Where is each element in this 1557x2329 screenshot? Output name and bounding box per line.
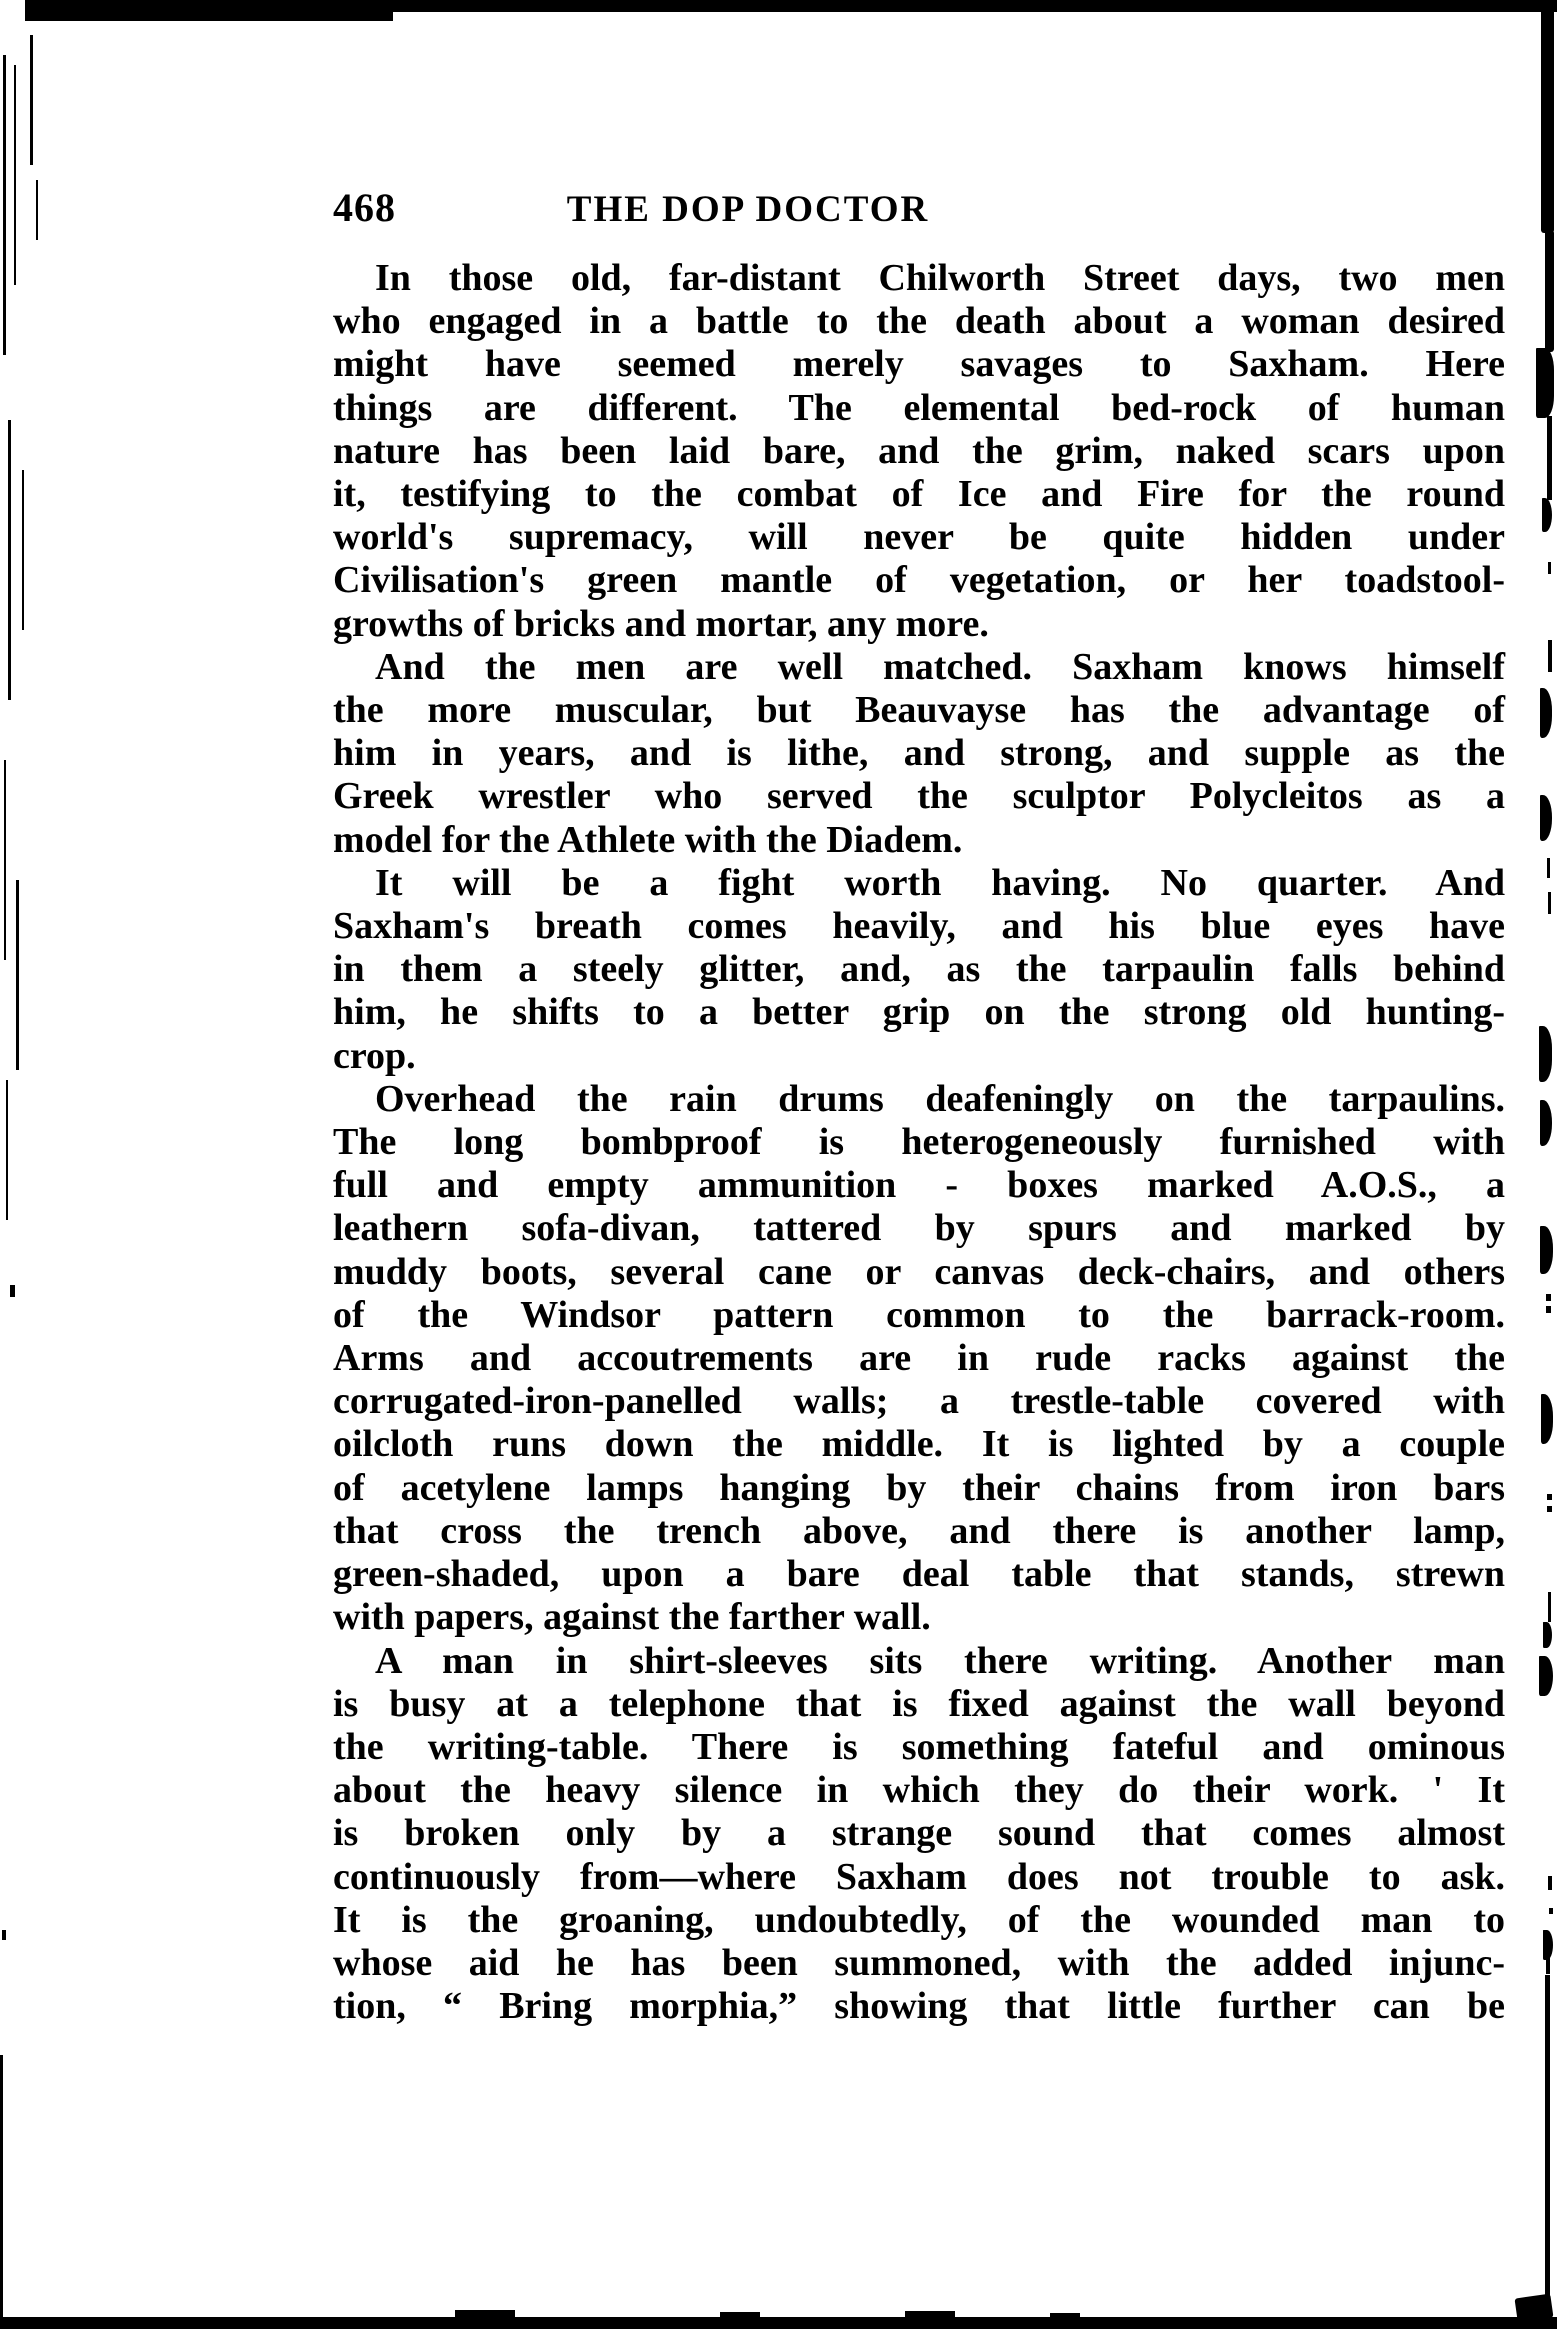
- text-line: And the men are well matched. Saxham knows himself: [375, 645, 1505, 688]
- scan-artifact-dash: [1547, 858, 1550, 878]
- scan-artifact-left-line: [16, 880, 19, 1070]
- scan-artifact-colon: [1547, 1494, 1552, 1500]
- running-title: THE DOP DOCTOR: [566, 189, 930, 230]
- text-line: full and empty ammunition - boxes marked A.O.S., a: [333, 1164, 1505, 1207]
- scan-artifact-bracket-blob: [1540, 1226, 1553, 1274]
- scan-artifact-curl: [1543, 1930, 1553, 1960]
- text-line: Civilisation's green mantle of vegetation, or her toadstool-: [333, 559, 1505, 602]
- scan-artifact-bottom-bump: [455, 2310, 515, 2318]
- scan-artifact-right-strip: [1547, 416, 1552, 500]
- scan-artifact-dots: [1546, 1294, 1551, 1301]
- text-line: It will be a fight worth having. No quarter. And: [375, 861, 1505, 904]
- text-line: muddy boots, several cane or canvas deck-chairs, and others: [333, 1250, 1505, 1293]
- scan-artifact-left-line: [6, 1080, 8, 1220]
- paragraph: [333, 1640, 1505, 2029]
- scan-artifact-left-line: [22, 470, 24, 630]
- text-line: Greek wrestler who served the sculptor Polycleitos as a: [333, 775, 1505, 818]
- text-line: The long bombproof is heterogeneously furnished with: [333, 1121, 1505, 1164]
- text-line: might have seemed merely savages to Saxham. Here: [333, 343, 1505, 386]
- scan-artifact-left-tick: [2, 1930, 6, 1940]
- text-line: In those old, far-distant Chilworth Street days, two men: [375, 257, 1505, 299]
- text-line: the more muscular, but Beauvayse has the advantage of: [333, 689, 1505, 732]
- scan-artifact-bottom-bump: [1050, 2313, 1080, 2318]
- scan-artifact-curl: [1543, 1622, 1552, 1648]
- text-line: model for the Athlete with the Diadem.: [333, 818, 963, 861]
- scan-artifact-comma-blob: [1542, 498, 1552, 532]
- scan-artifact-left-line: [30, 35, 33, 165]
- scan-artifact-bracket-blob: [1541, 1394, 1553, 1444]
- text-line: who engaged in a battle to the death about a woman desired: [333, 300, 1505, 343]
- text-line: leathern sofa-divan, tattered by spurs and marked by: [333, 1207, 1505, 1250]
- scan-artifact-left-line: [36, 180, 38, 240]
- text-line: him in years, and is lithe, and strong, and supple as the: [333, 732, 1505, 775]
- text-line: of acetylene lamps hanging by their chains from iron bars: [333, 1466, 1505, 1509]
- text-line: of the Windsor pattern common to the barrack-room.: [333, 1293, 1505, 1336]
- scan-artifact-right-line: [1545, 1975, 1550, 2320]
- text-line: tion, “ Bring morphia,” showing that little further can be: [333, 1985, 1505, 2028]
- text-line: that cross the trench above, and there is another lamp,: [333, 1509, 1505, 1552]
- scan-artifact-dash: [1548, 640, 1552, 672]
- text-line: crop.: [333, 1034, 416, 1077]
- scan-artifact-bottom-bar: [0, 2317, 1557, 2329]
- scan-artifact-dash: [1548, 892, 1551, 914]
- text-line: about the heavy silence in which they do their work. ' It: [333, 1769, 1505, 1812]
- scan-artifact-dots: [1546, 1306, 1551, 1313]
- text-line: oilcloth runs down the middle. It is lighted by a couple: [333, 1423, 1505, 1466]
- scan-artifact-right-bulge: [1536, 348, 1554, 418]
- scan-artifact-colon: [1547, 1506, 1552, 1512]
- text-line: is busy at a telephone that is fixed against the wall beyond: [333, 1682, 1505, 1725]
- text-line: with papers, against the farther wall.: [333, 1596, 931, 1639]
- body-text: [333, 257, 1505, 2028]
- scan-artifact-bottom-bump: [905, 2311, 955, 2318]
- text-line: things are different. The elemental bed-rock of human: [333, 386, 1505, 429]
- scan-artifact-bracket-blob: [1540, 795, 1552, 841]
- scan-artifact-dash: [1548, 562, 1551, 574]
- scan-artifact-dot: [1549, 1908, 1553, 1914]
- scan-artifact-tick: [1548, 1876, 1552, 1890]
- scan-artifact-dash: [1546, 1958, 1550, 1974]
- scan-artifact-left-line: [4, 760, 6, 960]
- scan-artifact-left-line: [8, 420, 11, 700]
- scan-artifact-dash: [1548, 1592, 1551, 1622]
- scan-artifact-bracket-blob: [1539, 1656, 1553, 1696]
- text-line: him, he shifts to a better grip on the strong old hunting-: [333, 991, 1505, 1034]
- text-line: whose aid he has been summoned, with the added injunc-: [333, 1941, 1505, 1984]
- text-line: A man in shirt-sleeves sits there writing. Another man: [375, 1639, 1505, 1682]
- text-line: green-shaded, upon a bare deal table that stands, strewn: [333, 1553, 1505, 1596]
- text-line: It is the groaning, undoubtedly, of the wounded man to: [333, 1898, 1505, 1941]
- scan-artifact-bracket-blob: [1539, 1026, 1552, 1082]
- text-line: the writing-table. There is something fateful and ominous: [333, 1725, 1505, 1768]
- text-line: Arms and accoutrements are in rude racks against the: [333, 1337, 1505, 1380]
- text-line: in them a steely glitter, and, as the tarpaulin falls behind: [333, 948, 1505, 991]
- scan-artifact-right-strip: [1541, 8, 1554, 233]
- text-line: growths of bricks and mortar, any more.: [333, 602, 989, 645]
- scan-artifact-left-line: [3, 55, 6, 355]
- text-line: continuously from—where Saxham does not trouble to ask.: [333, 1855, 1505, 1898]
- text-line: corrugated-iron-panelled walls; a trestle-table covered with: [333, 1380, 1505, 1423]
- scan-artifact-left-line: [0, 2055, 3, 2329]
- text-line: is broken only by a strange sound that comes almost: [333, 1812, 1505, 1855]
- text-line: nature has been laid bare, and the grim, naked scars upon: [333, 429, 1505, 472]
- text-line: world's supremacy, will never be quite hidden under: [333, 516, 1505, 559]
- paragraph: [333, 862, 1505, 1078]
- text-line: it, testifying to the combat of Ice and Fire for the round: [333, 473, 1505, 516]
- scan-artifact-left-dot: [10, 1285, 15, 1297]
- scan-artifact-bracket-blob: [1540, 688, 1552, 738]
- paragraph: [333, 646, 1505, 862]
- scan-artifact-bottom-bump: [720, 2312, 760, 2318]
- scan-artifact-bracket-blob: [1540, 1100, 1552, 1146]
- scan-artifact-right-strip: [1545, 230, 1554, 352]
- paragraph: [333, 1078, 1505, 1640]
- scan-artifact-left-line: [14, 65, 16, 285]
- text-line: Overhead the rain drums deafeningly on the tarpaulins.: [375, 1077, 1505, 1120]
- page-number: 468: [333, 185, 396, 230]
- scan-artifact-top-bar-thick: [25, 0, 393, 21]
- paragraph: [333, 257, 1505, 646]
- text-line: Saxham's breath comes heavily, and his blue eyes have: [333, 905, 1505, 948]
